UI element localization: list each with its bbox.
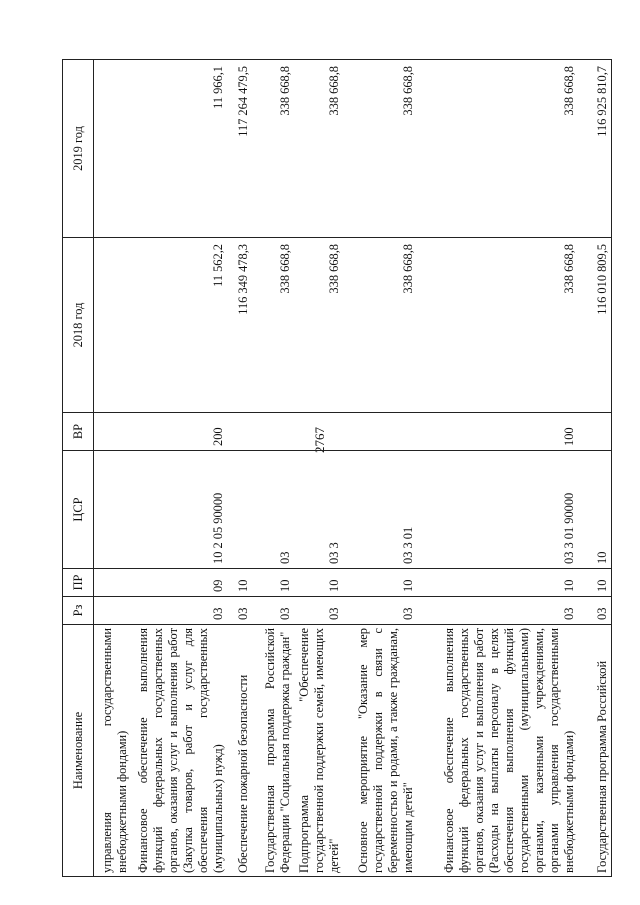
cell-pr: 09 [131,569,227,597]
table-row [578,60,612,877]
table-row [294,60,343,877]
cell-csr: 03 [252,451,294,569]
cell-2019: 11 966,1 [131,60,227,238]
cell-vr: 100 [417,413,577,451]
cell-2018: 116 010 809,5 [578,238,612,413]
cell-rz: 03 [252,597,294,625]
cell-vr [227,413,252,451]
cell-vr [94,413,132,451]
cell-name: управления государственными внебюджетными фондами) [94,625,132,877]
cell-2018: 338 668,8 [417,238,577,413]
cell-csr: 10 [578,451,612,569]
cell-csr [227,451,252,569]
cell-vr: 200 [131,413,227,451]
rotated-page [62,60,612,877]
cell-pr: 10 [417,569,577,597]
cell-name: Подпрограмма "Обеспечение государственной поддержки семей, имеющих детей" [294,625,343,877]
cell-name: Основное мероприятие "Оказание мер государственной поддержки в связи с беременностью и родами, а также гражданам, имеющим детей" [343,625,418,877]
cell-name: Государственная программа Российской Федерации "Социальная поддержка граждан" [252,625,294,877]
cell-rz: 03 [417,597,577,625]
header-vr: ВР [63,413,94,451]
cell-name: Финансовое обеспечение выполнения функций федеральных государственных органов, оказания услуг и выполнения работ (Закупка товаров, работ и услуг для обеспечения государственных (муниципальных) нужд) [131,625,227,877]
header-rz: Рз [63,597,94,625]
header-csr: ЦСР [63,451,94,569]
cell-csr: 03 3 01 [343,451,418,569]
cell-csr [94,451,132,569]
cell-rz: 03 [227,597,252,625]
table-row [94,60,132,877]
cell-vr [343,413,418,451]
cell-vr [252,413,294,451]
cell-rz: 03 [131,597,227,625]
cell-pr [94,569,132,597]
cell-name: Обеспечение пожарной безопасности [227,625,252,877]
cell-pr: 10 [343,569,418,597]
cell-2018 [94,238,132,413]
header-pr: ПР [63,569,94,597]
page-number: 2767 [312,427,327,453]
cell-2019: 338 668,8 [294,60,343,238]
cell-2019: 116 925 810,7 [578,60,612,238]
cell-pr: 10 [294,569,343,597]
cell-rz [94,597,132,625]
header-2019: 2019 год [63,60,94,238]
cell-pr: 10 [227,569,252,597]
header-row [63,60,94,877]
cell-2018: 116 349 478,3 [227,238,252,413]
cell-2019: 338 668,8 [343,60,418,238]
cell-vr [294,413,343,451]
cell-2018: 338 668,8 [294,238,343,413]
table-row [343,60,418,877]
cell-pr: 10 [578,569,612,597]
table-row [227,60,252,877]
cell-2018: 338 668,8 [343,238,418,413]
header-name: Наименование [63,625,94,877]
cell-2019: 338 668,8 [252,60,294,238]
budget-table [62,59,612,877]
cell-rz: 03 [294,597,343,625]
header-2018: 2018 год [63,238,94,413]
cell-2019: 117 264 479,5 [227,60,252,238]
cell-rz: 03 [578,597,612,625]
cell-csr: 03 3 [294,451,343,569]
cell-2018: 338 668,8 [252,238,294,413]
table-row [417,60,577,877]
cell-name: Государственная программа Российской [578,625,612,877]
cell-name: Финансовое обеспечение выполнения функций федеральных государственных органов, оказания услуг и выполнения работ (Расходы на выплаты персоналу в целях обеспечения выполнения функций государственными (муниципальными) органами, казенными учреждениями, органами управления государственными внебюджетными фондами) [417,625,577,877]
cell-pr: 10 [252,569,294,597]
cell-2019: 338 668,8 [417,60,577,238]
cell-vr [578,413,612,451]
cell-rz: 03 [343,597,418,625]
table-row [131,60,227,877]
cell-csr: 03 3 01 90000 [417,451,577,569]
table-row [252,60,294,877]
cell-2019 [94,60,132,238]
cell-2018: 11 562,2 [131,238,227,413]
cell-csr: 10 2 05 90000 [131,451,227,569]
